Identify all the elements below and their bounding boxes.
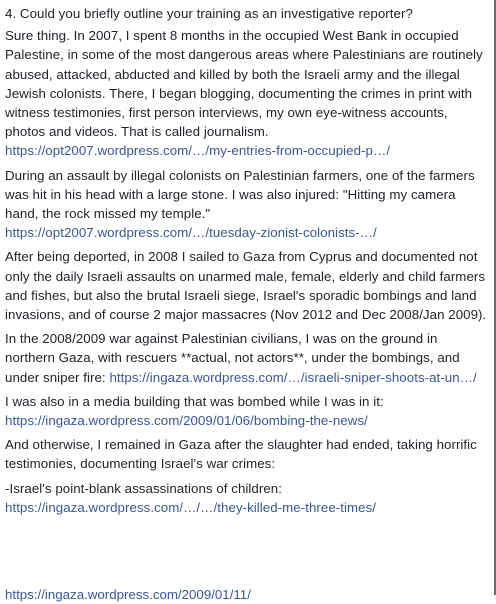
paragraph-west-bank [5, 26, 490, 160]
paragraph-west-bank-text: Sure thing. In 2007, I spent 8 months in the occupied West Bank in occupied Palestine, in some of the most dangerous areas where Palestinians are routinely abused, attacked, abducted and killed by both the Israeli army and the illegal Jewish colonists. There, I began blogging, documenting the crimes in print with witness testimonies, first person interviews, my own eye-witness accounts, photos and videos. That is called journalism. [5, 28, 483, 140]
question-text: 4. Could you briefly outline your training as an investigative reporter? [5, 6, 413, 21]
link-ingaza-sniper[interactable]: https://ingaza.wordpress.com/…/israeli-sniper-shoots-at-un…/ [109, 369, 477, 385]
paragraph-testimonies: And otherwise, I remained in Gaza after the slaughter had ended, taking horrific testimonies, documenting Israel's war crimes: [5, 437, 477, 472]
cut-off-line [0, 587, 496, 602]
paragraph-war-2008-text: In the 2008/2009 war against Palestinian civilians, I was on the ground in northern Gaza, with rescuers **actual, not actors**, under the bombings, and under sniper fire: [5, 331, 460, 385]
paragraph-war-2008 [5, 329, 490, 387]
paragraph-assassinations [5, 479, 490, 517]
link-ingaza-partial[interactable]: https://ingaza.wordpress.com/2009/01/11/ [5, 587, 251, 602]
paragraph-gaza-sailing: After being deported, in 2008 I sailed to Gaza from Cyprus and documented not only the daily Israeli assaults on unarmed male, female, elderly and child farmers and fishes, but also the brutal Israeli siege, Israel's sporadic bombings and land invasions, and of course 2 major massacres (Nov 2012 and Dec 2008/Jan 2009). [5, 249, 487, 323]
paragraph-media-building [5, 392, 490, 430]
paragraph-assault [5, 166, 490, 243]
paragraph-assault-text: During an assault by illegal colonists on Palestinian farmers, one of the farmers was hit in his head with a large stone. I was also injured: "Hitting my camera hand, the rock missed my temple." [5, 167, 475, 222]
paragraph-media-building-text: I was also in a media building that was bombed while I was in it: [5, 393, 384, 409]
link-ingaza-killed-me[interactable]: https://ingaza.wordpress.com/…/…/they-killed-me-three-times/ [5, 499, 377, 515]
link-opt2007-entries[interactable]: https://opt2007.wordpress.com/…/my-entries-from-occupied-p…/ [5, 143, 391, 159]
paragraph-assassinations-text: -Israel's point-blank assassinations of children: [5, 480, 282, 496]
link-ingaza-bombing-news[interactable]: https://ingaza.wordpress.com/2009/01/06/bombing-the-news/ [5, 413, 368, 429]
link-opt2007-tuesday[interactable]: https://opt2007.wordpress.com/…/tuesday-zionist-colonists-…/ [5, 225, 377, 241]
